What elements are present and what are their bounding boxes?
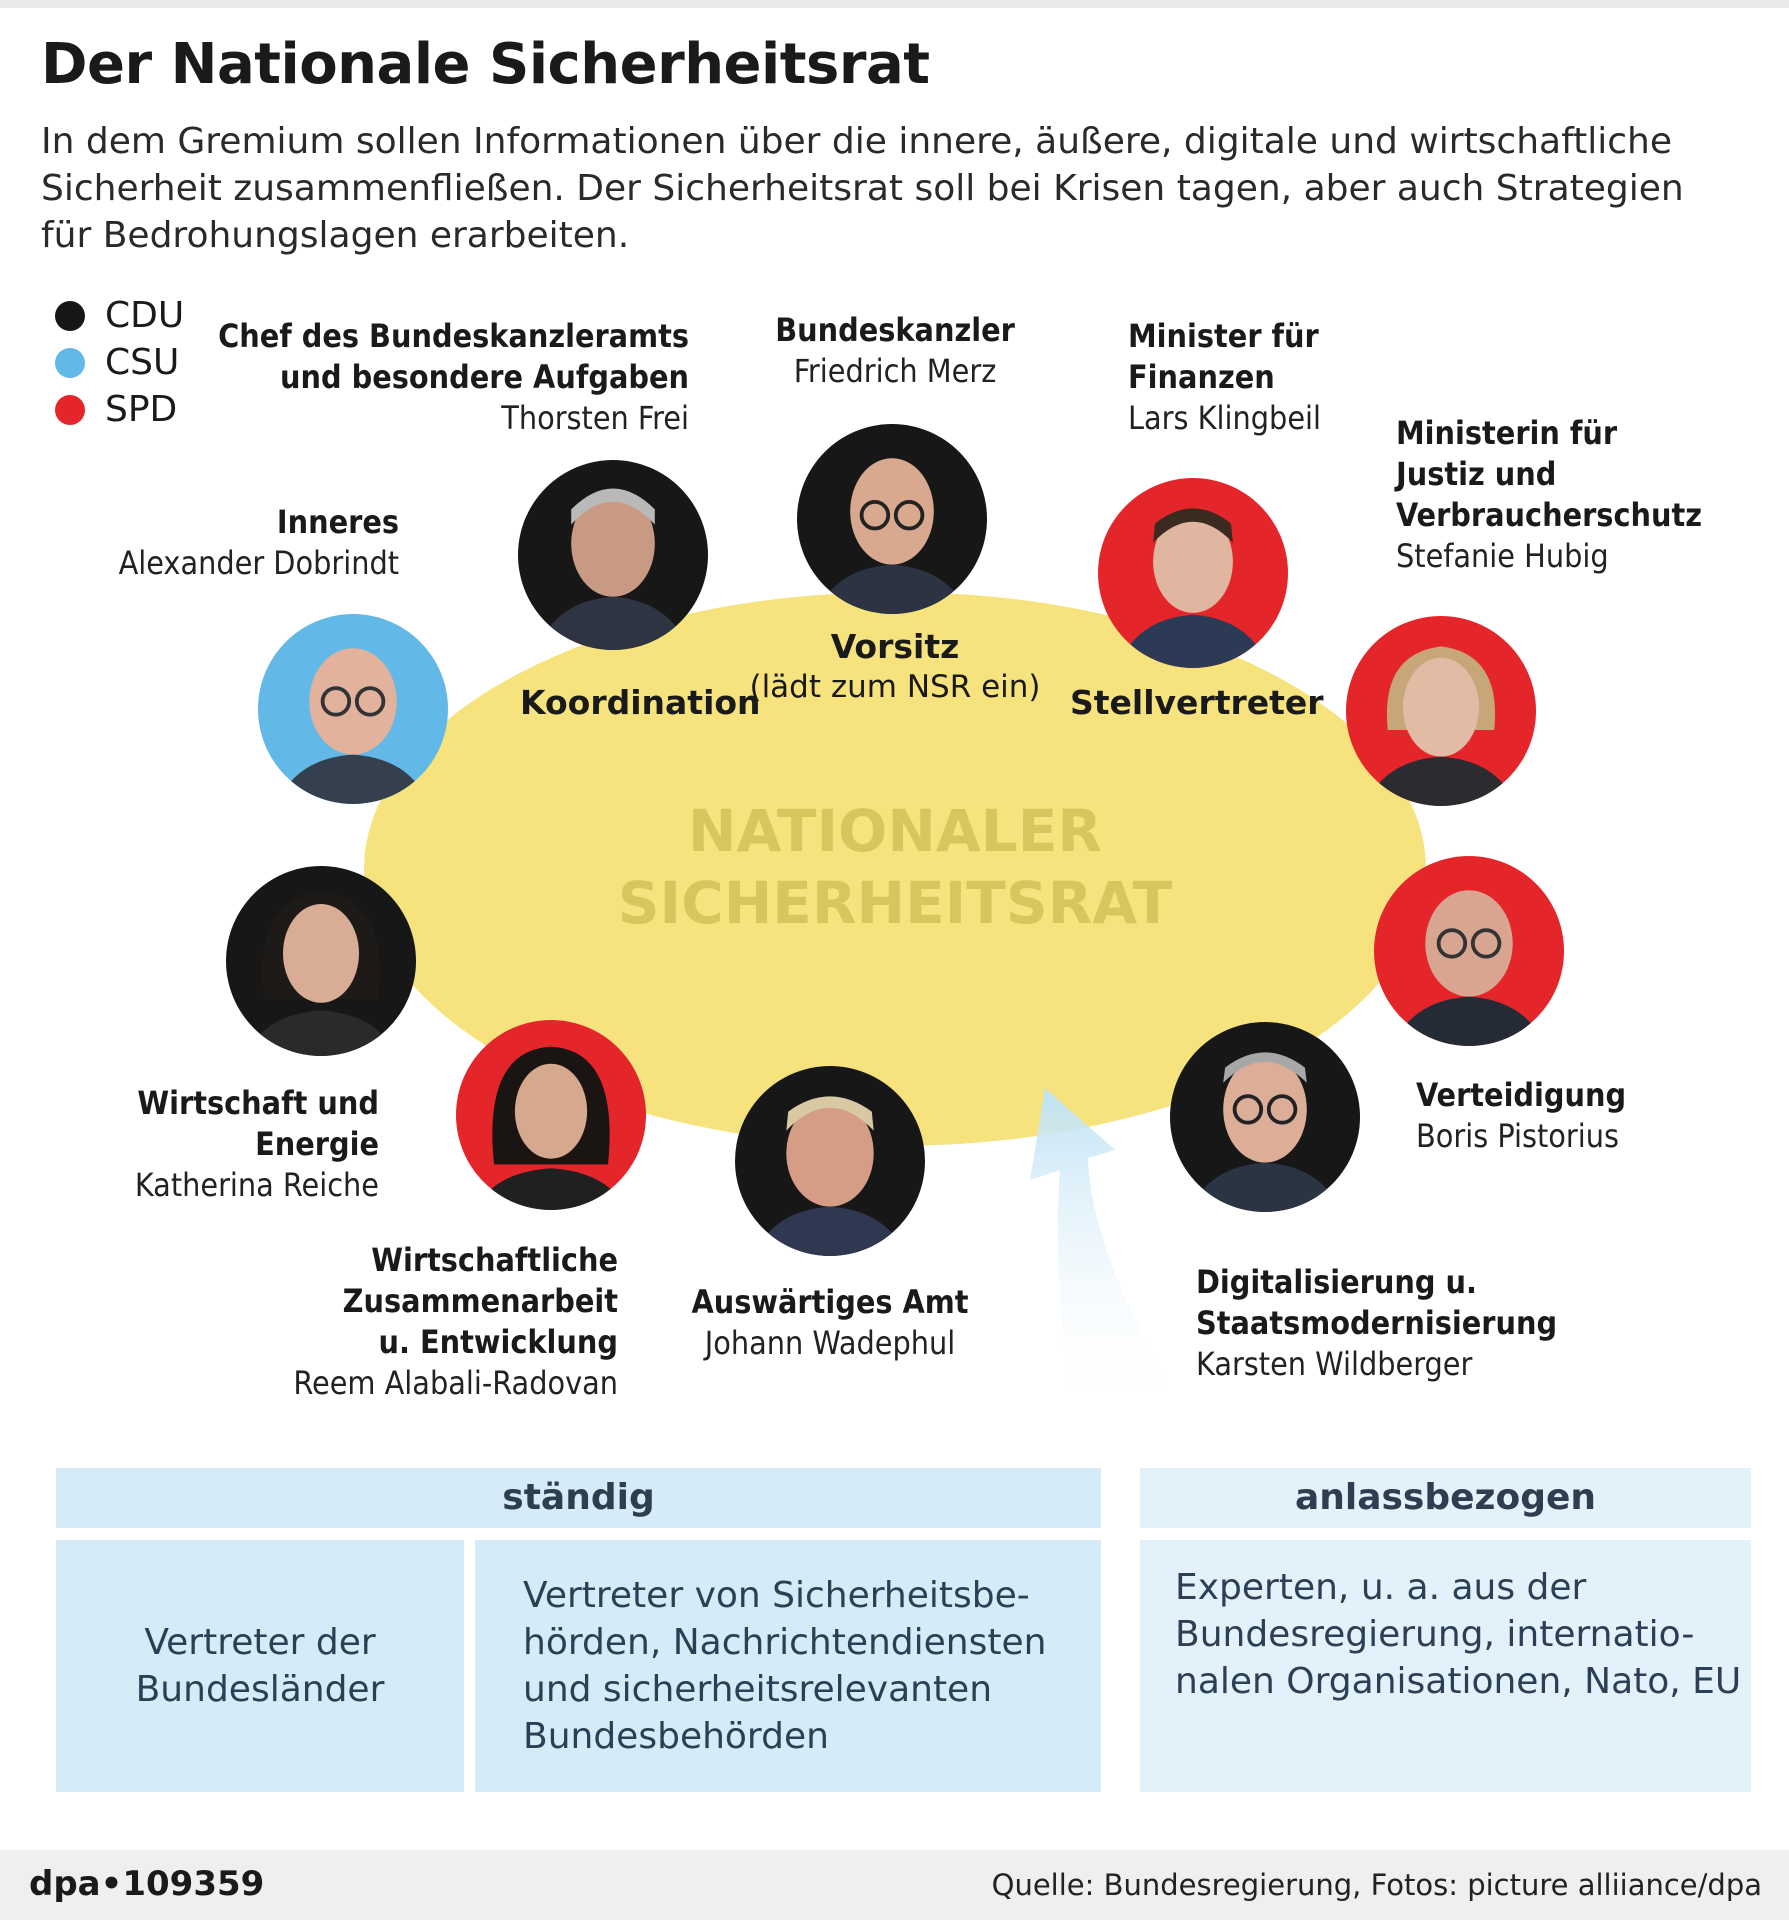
member-role: Bundeskanzler bbox=[775, 311, 1015, 349]
member-role: Verbraucherschutz bbox=[1396, 496, 1703, 534]
member-role: Ministerin für bbox=[1396, 414, 1618, 452]
member-name: Karsten Wildberger bbox=[1196, 1345, 1473, 1383]
member-role: u. Entwicklung bbox=[378, 1323, 618, 1361]
portrait-icon bbox=[226, 866, 416, 1056]
member-name: Johann Wadephul bbox=[704, 1324, 956, 1362]
photo-karsten-wildberger bbox=[1170, 1022, 1360, 1212]
photo-friedrich-merz bbox=[797, 424, 987, 614]
member-role: Minister für bbox=[1128, 317, 1319, 355]
box-line: Vertreter der bbox=[144, 1622, 376, 1663]
member-role: Auswärtiges Amt bbox=[691, 1283, 969, 1321]
member-role: Energie bbox=[255, 1125, 379, 1163]
photo-alexander-dobrindt bbox=[258, 614, 448, 804]
label-alexander-dobrindt bbox=[119, 502, 399, 584]
photo-thorsten-frei bbox=[518, 460, 708, 650]
member-role: Justiz und bbox=[1396, 455, 1557, 493]
member-name: Thorsten Frei bbox=[501, 399, 689, 437]
function-note: (lädt zum NSR ein) bbox=[749, 669, 1041, 705]
photo-lars-klingbeil bbox=[1098, 478, 1288, 668]
box-bundeslaender bbox=[56, 1540, 464, 1792]
legend-label: CSU bbox=[105, 342, 180, 383]
member-role: Verteidigung bbox=[1416, 1076, 1627, 1114]
party-legend bbox=[55, 292, 184, 433]
council-label-line: SICHERHEITSRAT bbox=[617, 869, 1173, 937]
member-name: Friedrich Merz bbox=[793, 352, 997, 390]
csu-dot-icon bbox=[55, 348, 85, 378]
photo-boris-pistorius bbox=[1374, 856, 1564, 1046]
box-line: Bundesbehörden bbox=[523, 1716, 829, 1757]
spd-dot-icon bbox=[55, 395, 85, 425]
portrait-icon bbox=[518, 460, 708, 650]
box-line: Bundesländer bbox=[135, 1669, 385, 1710]
portrait-icon bbox=[1170, 1022, 1360, 1212]
member-name: Boris Pistorius bbox=[1416, 1117, 1619, 1155]
legend-item-spd bbox=[55, 386, 184, 433]
label-friedrich-merz bbox=[735, 310, 1055, 392]
photo-katherina-reiche bbox=[226, 866, 416, 1056]
member-role: Finanzen bbox=[1128, 358, 1275, 396]
photo-johann-wadephul bbox=[735, 1066, 925, 1256]
member-name: Stefanie Hubig bbox=[1396, 537, 1609, 575]
box-line: Bundesregierung, internatio- bbox=[1175, 1614, 1695, 1655]
box-line: und sicherheitsrelevanten bbox=[523, 1669, 993, 1710]
member-role: Staatsmodernisierung bbox=[1196, 1304, 1558, 1342]
member-name: Alexander Dobrindt bbox=[118, 544, 399, 582]
function-koordination: Koordination bbox=[520, 683, 761, 722]
member-role: Wirtschaft und bbox=[137, 1084, 379, 1122]
function-title: Vorsitz bbox=[830, 627, 960, 666]
portrait-icon bbox=[797, 424, 987, 614]
member-role: Wirtschaftliche bbox=[371, 1241, 618, 1279]
label-johann-wadephul bbox=[680, 1282, 980, 1364]
label-boris-pistorius bbox=[1416, 1075, 1626, 1157]
source-credit: Quelle: Bundesregierung, Fotos: picture alliiance/dpa bbox=[991, 1868, 1762, 1902]
photo-stefanie-hubig bbox=[1346, 616, 1536, 806]
legend-label: CDU bbox=[105, 295, 185, 336]
box-line: Experten, u. a. aus der bbox=[1175, 1567, 1587, 1608]
portrait-icon bbox=[456, 1020, 646, 1210]
label-reem-alabali-radovan bbox=[293, 1240, 618, 1404]
member-role: und besondere Aufgaben bbox=[279, 358, 689, 396]
member-name: Reem Alabali-Radovan bbox=[293, 1364, 618, 1402]
box-line: Vertreter von Sicherheitsbe- bbox=[523, 1575, 1030, 1616]
header-standig: ständig bbox=[56, 1468, 1101, 1528]
member-role: Chef des Bundeskanzleramts bbox=[218, 317, 689, 355]
member-role: Zusammenarbeit bbox=[342, 1282, 618, 1320]
label-katherina-reiche bbox=[135, 1083, 379, 1206]
function-stellvertreter: Stellvertreter bbox=[1070, 683, 1324, 722]
box-sicherheitsbehoerden bbox=[475, 1540, 1101, 1792]
council-label-line: NATIONALER bbox=[687, 797, 1103, 865]
member-name: Lars Klingbeil bbox=[1128, 399, 1322, 437]
label-lars-klingbeil bbox=[1128, 316, 1321, 439]
member-role: Inneres bbox=[276, 503, 399, 541]
page-title: Der Nationale Sicherheitsrat bbox=[41, 32, 930, 97]
portrait-icon bbox=[1346, 616, 1536, 806]
label-karsten-wildberger bbox=[1196, 1262, 1557, 1385]
legend-item-csu bbox=[55, 339, 184, 386]
dpa-id: dpa•109359 bbox=[29, 1864, 265, 1904]
label-thorsten-frei bbox=[218, 316, 689, 439]
legend-item-cdu bbox=[55, 292, 184, 339]
header-anlassbezogen: anlassbezogen bbox=[1140, 1468, 1751, 1528]
top-rule bbox=[0, 0, 1789, 8]
label-stefanie-hubig bbox=[1396, 413, 1702, 577]
legend-label: SPD bbox=[105, 389, 178, 430]
function-vorsitz bbox=[735, 627, 1055, 707]
box-line: hörden, Nachrichtendiensten bbox=[523, 1622, 1047, 1663]
portrait-icon bbox=[735, 1066, 925, 1256]
box-experten bbox=[1140, 1540, 1751, 1792]
council-label bbox=[500, 795, 1290, 939]
member-name: Katherina Reiche bbox=[134, 1166, 379, 1204]
portrait-icon bbox=[1374, 856, 1564, 1046]
cdu-dot-icon bbox=[55, 301, 85, 331]
box-line: nalen Organisationen, Nato, EU bbox=[1175, 1661, 1742, 1702]
photo-reem-alabali-radovan bbox=[456, 1020, 646, 1210]
portrait-icon bbox=[258, 614, 448, 804]
member-role: Digitalisierung u. bbox=[1196, 1263, 1477, 1301]
portrait-icon bbox=[1098, 478, 1288, 668]
intro-text: In dem Gremium sollen Informationen über die innere, äußere, digitale und wirtschaftliche Sicherheit zusammenfließen. Der Sicherheitsrat soll bei Krisen tagen, aber auch Strategien für Bedrohungslagen erarbeiten. bbox=[41, 121, 1684, 256]
